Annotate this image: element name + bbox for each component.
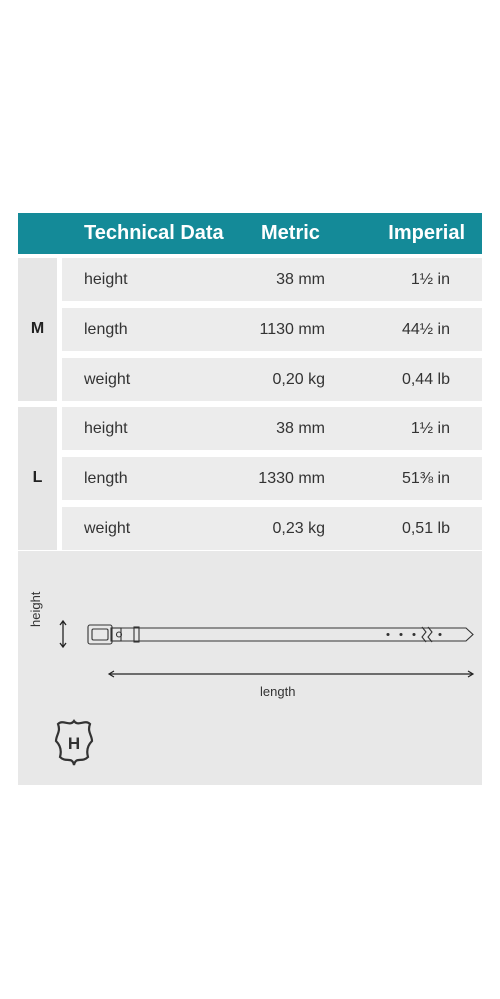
table-row	[62, 407, 482, 450]
table-row	[62, 358, 482, 401]
size-group-l	[18, 407, 482, 550]
row-imperial: 0,44 lb	[401, 371, 450, 388]
header-imperial: Imperial	[388, 222, 465, 244]
header-title: Technical Data	[84, 222, 224, 244]
row-metric: 1130 mm	[259, 321, 325, 338]
row-label: height	[84, 420, 128, 437]
table-row	[62, 507, 482, 550]
length-arrow-icon	[109, 671, 473, 677]
row-label: weight	[84, 520, 131, 537]
row-label: weight	[84, 371, 131, 388]
size-label: L	[32, 469, 43, 486]
height-arrow-icon	[60, 621, 66, 647]
table-row	[62, 308, 482, 351]
row-metric: 38 mm	[276, 420, 325, 437]
row-metric: 0,23 kg	[272, 520, 325, 537]
row-metric: 38 mm	[276, 271, 325, 288]
row-metric: 1330 mm	[258, 470, 325, 487]
size-column	[18, 258, 57, 401]
row-imperial: 1½ in	[410, 271, 450, 288]
row-metric: 0,20 kg	[272, 371, 325, 388]
length-label: length	[260, 684, 296, 699]
row-imperial: 44½ in	[401, 321, 450, 338]
technical-data-table	[18, 213, 482, 550]
size-group-m	[18, 258, 482, 401]
belt-illustration-panel	[18, 551, 482, 785]
table-row	[62, 457, 482, 500]
size-label: M	[30, 320, 45, 337]
row-label: length	[84, 470, 128, 487]
size-column	[18, 407, 57, 550]
row-label: height	[84, 271, 128, 288]
row-imperial: 51⅜ in	[401, 470, 450, 487]
row-label: length	[84, 321, 128, 338]
table-header	[18, 213, 482, 254]
row-imperial: 1½ in	[410, 420, 450, 437]
row-imperial: 0,51 lb	[401, 520, 450, 537]
height-label: height	[28, 591, 43, 627]
belt-icon	[88, 625, 473, 644]
leather-badge-letter: H	[67, 734, 81, 753]
table-row	[62, 258, 482, 301]
header-metric: Metric	[261, 222, 320, 244]
